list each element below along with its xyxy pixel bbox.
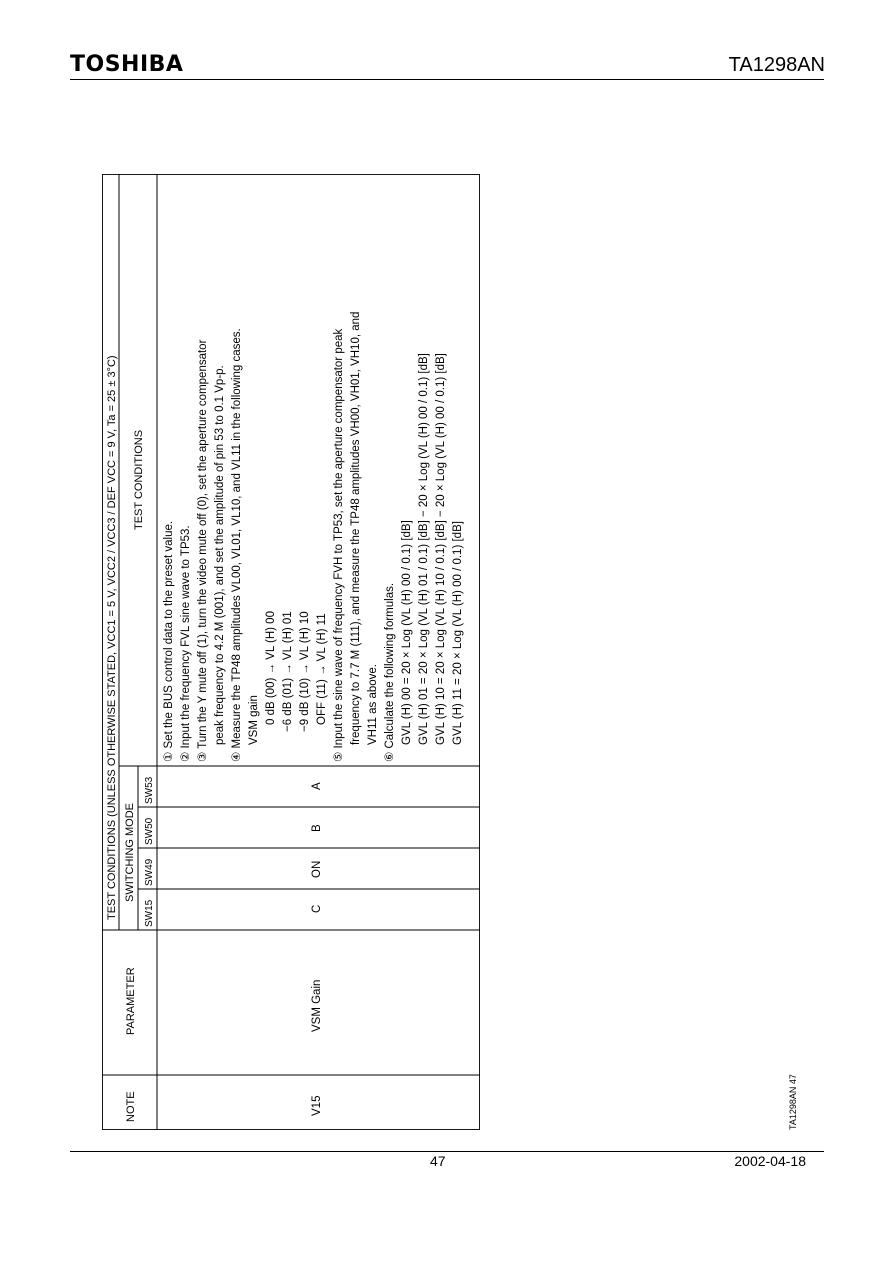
condition-line: ⑤ Input the sine wave of frequency FVH to TP53, set the aperture compensator peak (333, 328, 345, 762)
switch-value: B (311, 824, 323, 832)
condition-line: frequency to 7.7 M (111), and measure the TP48 amplitudes VH00, VH01, VH10, and (350, 311, 362, 745)
switch-value: A (311, 782, 323, 790)
page-number: 47 (430, 1153, 446, 1169)
test-conditions-list (163, 312, 464, 762)
condition-line: 0 dB (00) → VL (H) 00 (265, 611, 277, 725)
switch-name: SW49 (144, 858, 155, 886)
condition-line: OFF (11) → VL (H) 11 (316, 613, 328, 725)
parameter-header: PARAMETER (125, 967, 137, 1035)
condition-line: ② Input the frequency FVL sine wave to TP53. (180, 525, 192, 762)
note-value: V15 (311, 1095, 323, 1116)
header-divider (70, 79, 824, 80)
switch-name: SW53 (144, 776, 155, 804)
table-top-header: TEST CONDITIONS (UNLESS OTHERWISE STATED, VCC1 = 5 V, VCC2 / VCC3 / DEF VCC = 9 V, Ta = 25 ± 3°C) (106, 355, 118, 920)
part-number: TA1298AN (728, 54, 825, 76)
condition-line: GVL (H) 11 = 20 × Log (VL (H) 00 / 0.1) [dB] (452, 521, 464, 745)
test-conditions-table (102, 174, 480, 1130)
footer-divider (70, 1151, 824, 1152)
condition-line: VSM gain (248, 695, 260, 745)
switch-name: SW15 (144, 899, 155, 927)
side-page-label: TA1298AN 47 (788, 1074, 798, 1130)
switching-mode-header: SWITCHING MODE (124, 803, 136, 902)
parameter-value: VSM Gain (311, 979, 323, 1032)
condition-line: GVL (H) 01 = 20 × Log (VL (H) 01 / 0.1) [dB] − 20 × Log (VL (H) 00 / 0.1) [dB] (418, 353, 430, 745)
condition-line: VH11 as above. (367, 664, 379, 745)
switch-value: C (311, 904, 323, 913)
condition-line: GVL (H) 10 = 20 × Log (VL (H) 10 / 0.1) [dB] − 20 × Log (VL (H) 00 / 0.1) [dB] (435, 353, 447, 745)
switch-name: SW50 (144, 817, 155, 845)
condition-line: peak frequency to 4.2 M (001), and set the amplitude of pin 53 to 0.1 Vp-p. (214, 365, 226, 745)
toshiba-logo: TOSHIBA (70, 52, 184, 77)
document-date: 2002-04-18 (734, 1153, 806, 1169)
condition-line: GVL (H) 00 = 20 × Log (VL (H) 00 / 0.1) [dB] (401, 520, 413, 745)
switch-value: ON (311, 860, 323, 878)
condition-line: −6 dB (01) → VL (H) 01 (282, 611, 294, 732)
condition-line: ③ Turn the Y mute off (1), turn the video mute off (0), set the aperture compensator (197, 339, 209, 762)
condition-line: −9 dB (10) → VL (H) 10 (299, 611, 311, 732)
condition-line: ① Set the BUS control data to the preset value. (163, 520, 175, 762)
condition-line: ⑥ Calculate the following formulas. (384, 582, 396, 762)
test-conditions-header: TEST CONDITIONS (133, 429, 145, 530)
note-header: NOTE (125, 1091, 137, 1122)
condition-line: ④ Measure the TP48 amplitudes VL00, VL01, VL10, and VL11 in the following cases. (231, 328, 243, 762)
